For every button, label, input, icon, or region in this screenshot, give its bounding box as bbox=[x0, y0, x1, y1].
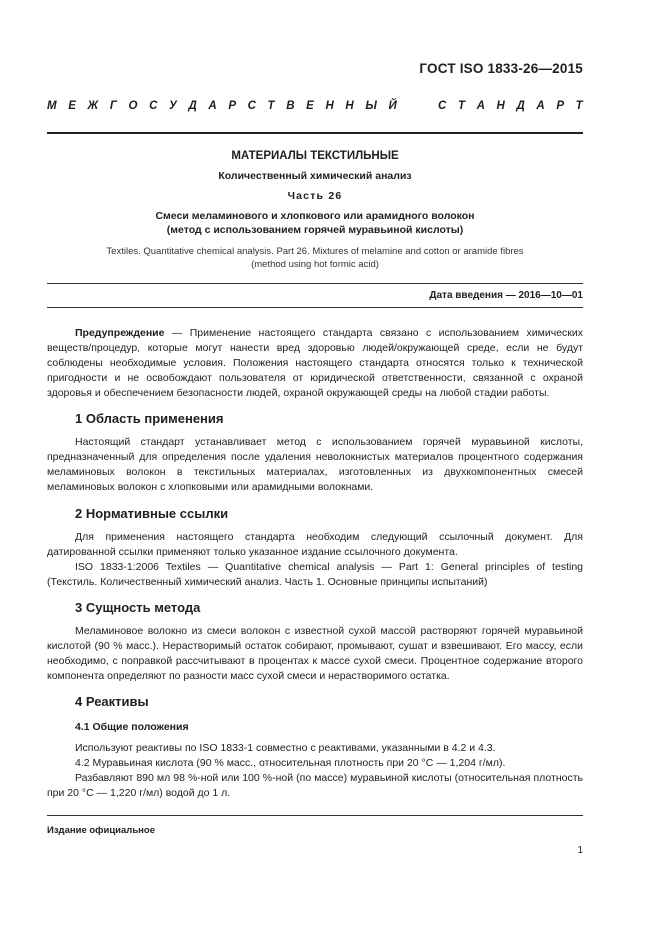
banner-letter: У bbox=[169, 100, 177, 112]
warning-paragraph bbox=[47, 326, 583, 401]
section-3-text: Меламиновое волокно из смеси волокон с известной сухой массой растворяют горячей муравьиной кислотой (90 % масс.). Нерастворимый остаток собирают, промывают, сушат и взвешивают. Его массу, если необходимо, с поправкой рассчитывают в процентах к массе сухой смеси. Процентное содержание второго компонента определяют по разности масс сухой смеси и нерастворимого остатка. bbox=[47, 625, 583, 682]
banner-letter: Т bbox=[267, 100, 275, 112]
banner-letter: С bbox=[438, 100, 447, 112]
title-subtitle: Количественный химический анализ bbox=[218, 170, 412, 182]
banner-gap bbox=[423, 100, 426, 112]
title-english bbox=[47, 245, 583, 271]
banner-letter: Н bbox=[496, 100, 505, 112]
banner-letter: Т bbox=[575, 100, 583, 112]
title-main: МАТЕРИАЛЫ ТЕКСТИЛЬНЫЕ bbox=[231, 150, 399, 162]
section-4-1-title: 4.1 Общие положения bbox=[75, 721, 189, 733]
section-2-text: Для применения настоящего стандарта необходим следующий ссылочный документ. Для датированной ссылки применяют только указанное издание ссылочного документа. bbox=[47, 531, 583, 558]
warning-label: Предупреждение bbox=[75, 327, 165, 339]
section-4-1-text: Используют реактивы по ISO 1833-1 совместно с реактивами, указанными в 4.2 и 4.3. bbox=[75, 742, 496, 754]
title-mixture-line: Смеси меламинового и хлопкового или арамидного волокон bbox=[155, 210, 475, 222]
section-4-2-dilution: Разбавляют 890 мл 98 %-ной или 100 %-ной (по массе) муравьиной кислоты (относительная плотность при 20 °С — 1,220 г/мл) водой до 1 л. bbox=[47, 772, 583, 799]
warning-text: — Применение настоящего стандарта связано с использованием химических веществ/процедур, которые могут нанести вред здоровью людей/окружающей среде, если не будут соблюдены необходимые условия. Положения настоящего стандарта относятся только к технической пригодности и не освобождают пользователя от юридической ответственности, связанной с охраной здоровья и обеспечением безопасности людей, охраной окружающей среды на любой стадии работы. bbox=[47, 327, 583, 399]
page-number: 1 bbox=[577, 845, 583, 856]
banner-letter: Е bbox=[68, 100, 76, 112]
banner-letter: Р bbox=[228, 100, 236, 112]
banner-letter: А bbox=[208, 100, 217, 112]
banner-letter: С bbox=[247, 100, 256, 112]
divider bbox=[47, 307, 583, 308]
banner-letter: Н bbox=[345, 100, 354, 112]
title-mixture-line: (метод с использованием горячей муравьиной кислоты) bbox=[166, 224, 464, 236]
banner-letter: О bbox=[128, 100, 138, 112]
section-1-text: Настоящий стандарт устанавливает метод с использованием горячей муравьиной кислоты, предназначенный для определения после удаления неволокнистых материалов процентного содержания меламиновых волокон в текстильных материалах, изготовленных из двухкомпонентных смесей меламиновых волокон с хлопковыми или арамидными волокнами. bbox=[47, 436, 583, 493]
banner-letter: А bbox=[536, 100, 545, 112]
banner-letter: Й bbox=[388, 100, 397, 112]
footer-rule bbox=[47, 815, 583, 816]
title-english-line: Textiles. Quantitative chemical analysis. Part 26. Mixtures of melamine and cotton or aramide fibres bbox=[106, 246, 524, 257]
banner-letter: Н bbox=[325, 100, 334, 112]
section-2-title: 2 Нормативные ссылки bbox=[75, 506, 229, 521]
banner-letter: Д bbox=[188, 100, 197, 112]
document-id: ГОСТ ISO 1833-26—2015 bbox=[419, 61, 583, 76]
banner-gap bbox=[408, 100, 411, 112]
banner-letter: С bbox=[149, 100, 158, 112]
banner-letter: Ы bbox=[365, 100, 377, 112]
banner-letter: Ж bbox=[87, 100, 99, 112]
banner-letter: В bbox=[286, 100, 295, 112]
section-4-title: 4 Реактивы bbox=[75, 694, 149, 709]
section-1-title: 1 Область применения bbox=[75, 411, 224, 426]
section-3-title: 3 Сущность метода bbox=[75, 600, 201, 615]
standard-banner bbox=[47, 100, 583, 112]
edition-label: Издание официальное bbox=[47, 825, 155, 836]
header-rule bbox=[47, 132, 583, 134]
banner-letter: Е bbox=[306, 100, 314, 112]
section-2-reference: ISO 1833-1:2006 Textiles — Quantitative chemical analysis — Part 1: General principles of testing (Текстиль. Количественный химический анализ. Часть 1. Основные принципы испытаний) bbox=[47, 561, 583, 588]
divider bbox=[47, 283, 583, 284]
date-introduction: Дата введения — 2016—10—01 bbox=[429, 290, 583, 301]
banner-letter: Г bbox=[109, 100, 117, 112]
banner-letter: Т bbox=[457, 100, 465, 112]
title-english-line: (method using hot formic acid) bbox=[251, 259, 379, 270]
title-mixture bbox=[47, 209, 583, 237]
banner-letter: А bbox=[476, 100, 485, 112]
title-part: Часть 26 bbox=[287, 190, 343, 202]
banner-letter: Р bbox=[556, 100, 565, 112]
banner-letter: Д bbox=[516, 100, 525, 112]
banner-letter: М bbox=[47, 100, 57, 112]
section-4-2-text: 4.2 Муравьиная кислота (90 % масс., относительная плотность при 20 °С — 1,204 г/мл). bbox=[75, 757, 506, 769]
